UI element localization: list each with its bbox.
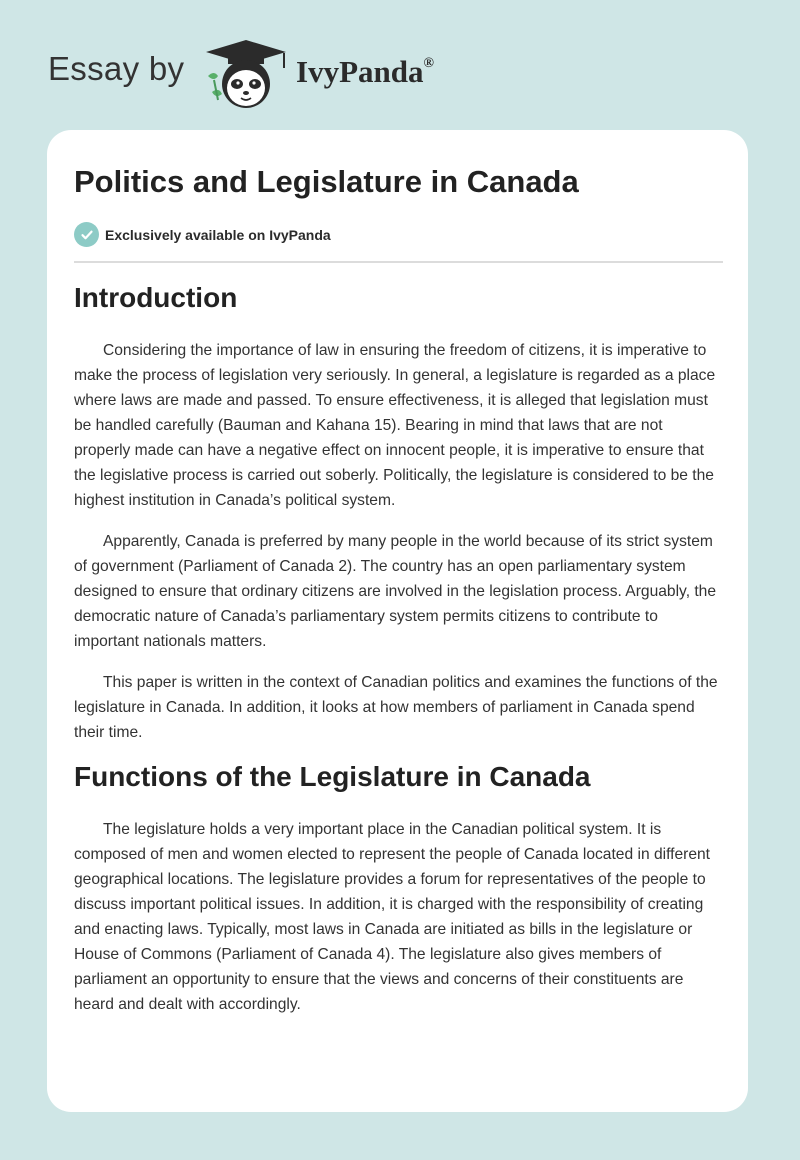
- checkmark-icon: [74, 222, 99, 247]
- paragraph: Considering the importance of law in ensuring the freedom of citizens, it is imperative to make the process of legislation very seriously. In general, a legislature is regarded as a place where laws are made and passed. To ensure effectiveness, it is alleged that legislation must be handled carefully (Bauman and Kahana 15). Bearing in mind that laws that are not properly made can have a negative effect on innocent people, it is imperative to ensure that the legislative process is carried out soberly. Politically, the legislature is considered to be the highest institution in Canada’s political system.: [74, 342, 716, 509]
- panda-logo-icon[interactable]: [198, 36, 294, 112]
- article-body: [74, 282, 723, 1033]
- brand-name[interactable]: [296, 54, 434, 90]
- site-header: [0, 0, 800, 130]
- essay-card: [47, 130, 748, 1112]
- page-title: Politics and Legislature in Canada: [74, 164, 579, 199]
- divider: [74, 261, 723, 263]
- essay-by-label: Essay by: [48, 50, 185, 87]
- paragraph: Apparently, Canada is preferred by many people in the world because of its strict system of government (Parliament of Canada 2). The country has an open parliamentary system designed to ensure that ordinary citizens are involved in the legislation process. Arguably, the democratic nature of Canada’s parliamentary system permits citizens to contribute to important nationals matters.: [74, 533, 717, 650]
- paragraph: This paper is written in the context of Canadian politics and examines the functions of the legislature in Canada. In addition, it looks at how members of parliament in Canada spend their time.: [74, 674, 718, 741]
- section-heading: Introduction: [74, 282, 238, 313]
- section-heading: Functions of the Legislature in Canada: [74, 761, 591, 792]
- paragraph: The legislature holds a very important place in the Canadian political system. It is composed of men and women elected to represent the people of Canada located in different geographical locations. The legislature provides a forum for representatives of the people to discuss important political issues. In addition, it is charged with the responsibility of creating and enacting laws. Typically, most laws in Canada are initiated as bills in the legislature or House of Commons (Parliament of Canada 4). The legislature also gives members of parliament an opportunity to ensure that the views and concerns of their constituents are heard and dealt with accordingly.: [74, 821, 711, 1013]
- badge-label: Exclusively available on IvyPanda: [105, 226, 331, 243]
- registered-mark: ®: [423, 55, 434, 71]
- brand-text: IvyPanda: [296, 54, 424, 89]
- exclusive-badge: [74, 222, 331, 247]
